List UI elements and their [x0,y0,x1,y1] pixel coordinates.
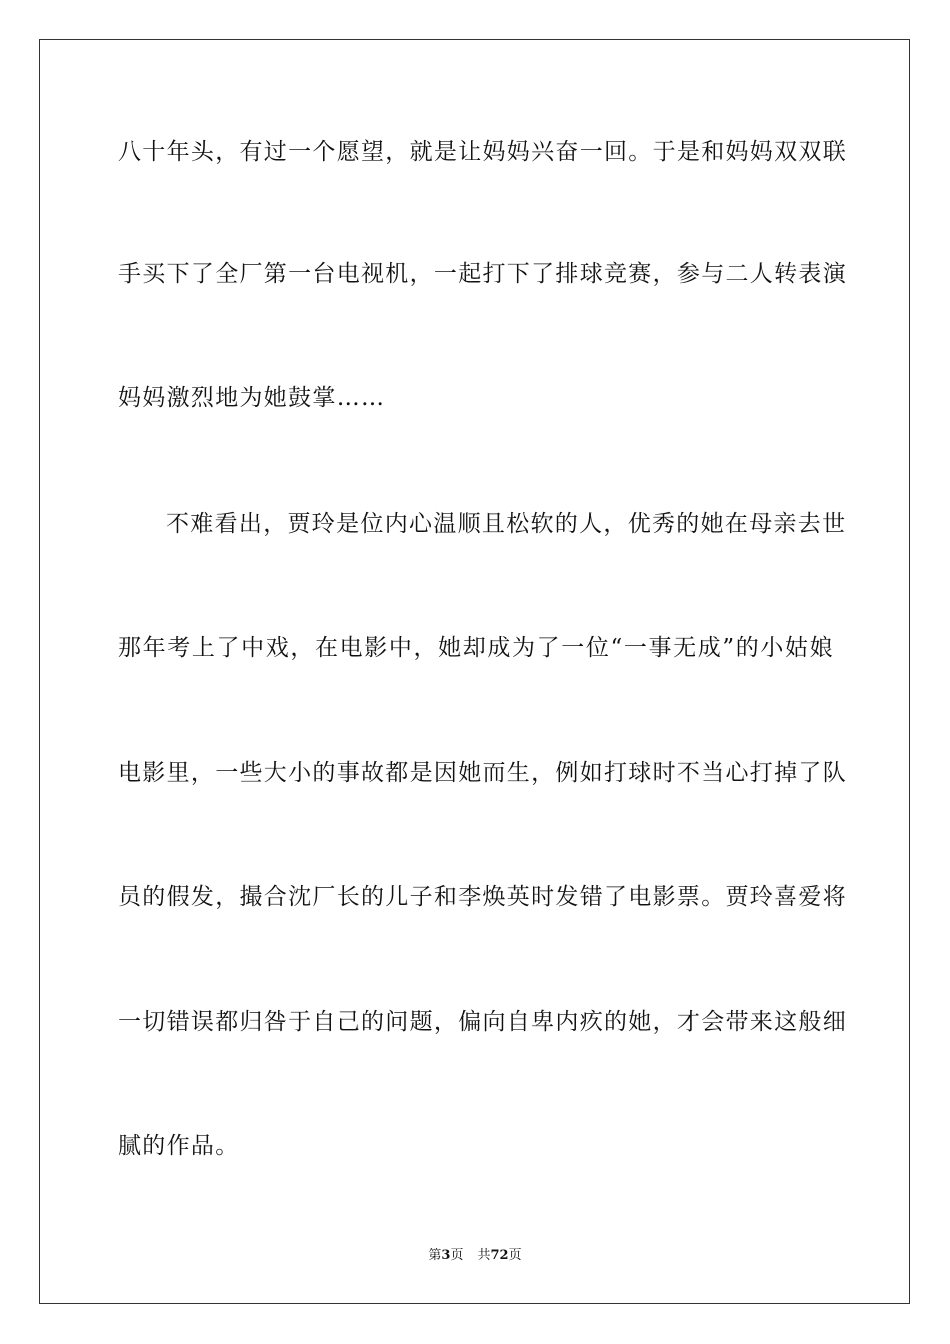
text-line-8: 一切错误都归咎于自己的问题，偏向自卑内疚的她，才会带来这般细 [118,1009,847,1035]
text-line-9: 腻的作品。 [118,1133,240,1159]
text-line-7: 员的假发，撮合沈厂长的儿子和李焕英时发错了电影票。贾玲喜爱将 [118,884,847,910]
page-number: 3 [441,1248,451,1263]
total-suffix: 页 [508,1248,522,1263]
page-suffix: 页 [450,1248,464,1263]
page-border [39,39,910,1304]
text-line-1: 八十年头，有过一个愿望，就是让妈妈兴奋一回。于是和妈妈双双联 [118,139,847,165]
page-footer [0,1248,950,1264]
text-line-3: 妈妈激烈地为她鼓掌…… [118,385,386,411]
paragraph-2-line-1: 不难看出，贾玲是位内心温顺且松软的人，优秀的她在母亲去世 [166,511,847,537]
total-pages: 72 [490,1248,509,1263]
text-line-5: 那年考上了中戏，在电影中，她却成为了一位“一事无成”的小姑娘 [118,635,834,661]
page-prefix: 第 [428,1248,442,1263]
text-line-6: 电影里，一些大小的事故都是因她而生，例如打球时不当心打掉了队 [118,760,847,786]
text-line-2: 手买下了全厂第一台电视机，一起打下了排球竞赛，参与二人转表演 [118,261,847,287]
total-prefix: 共 [477,1248,491,1263]
